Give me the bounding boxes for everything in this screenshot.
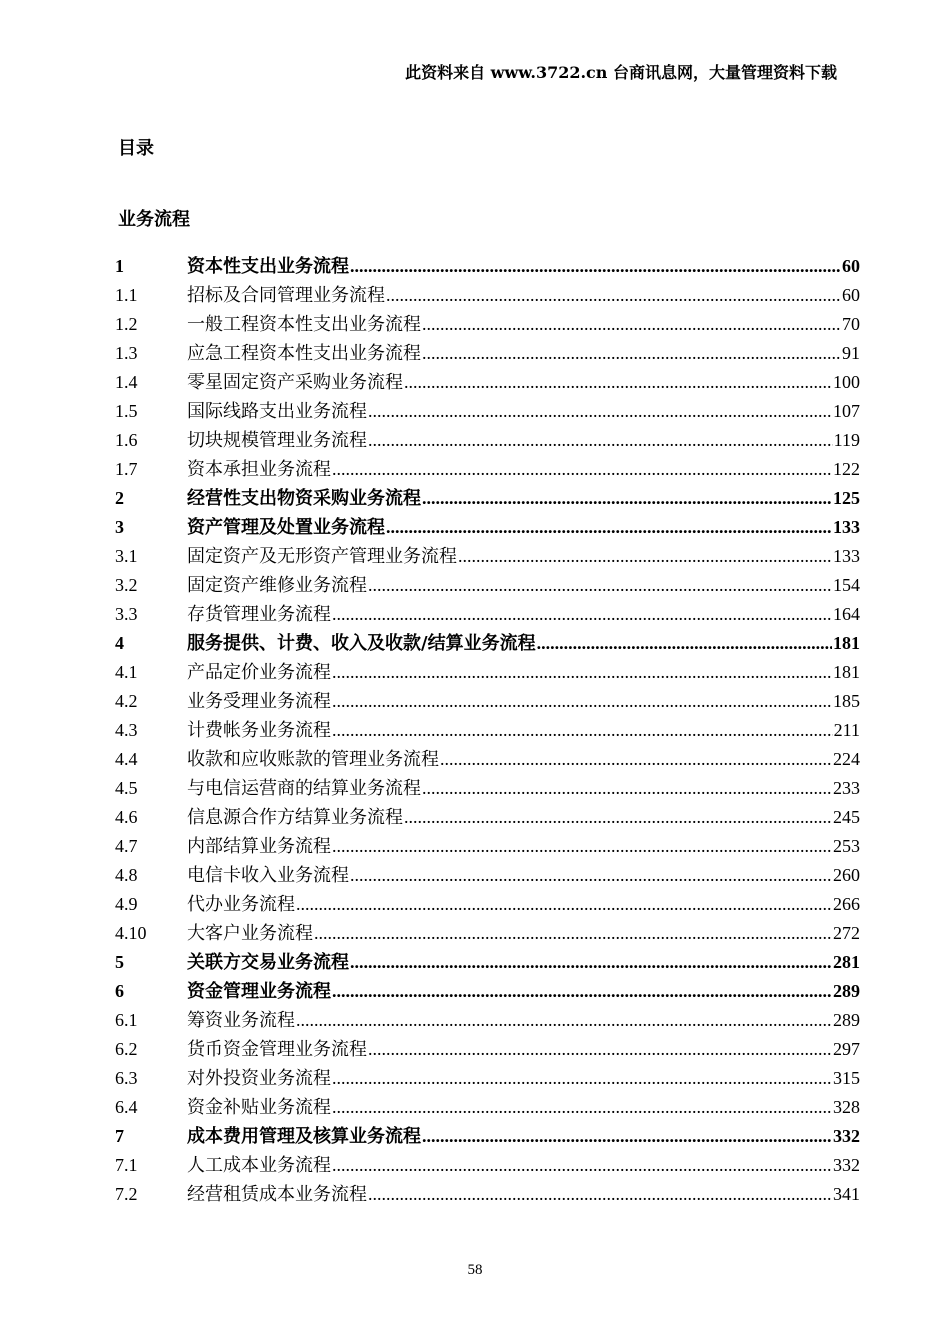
toc-entry-page: 289: [833, 1010, 860, 1030]
toc-entry-title: 一般工程资本性支出业务流程: [187, 314, 421, 335]
toc-dot-leader: [332, 687, 832, 716]
toc-dot-leader: [332, 832, 832, 861]
toc-entry-page: 245: [833, 807, 860, 827]
toc-entry-number: 3.1: [115, 546, 138, 566]
toc-entry-title: 资金补贴业务流程: [187, 1097, 331, 1118]
toc-entry[interactable]: [115, 1093, 860, 1122]
toc-heading: 目录: [118, 138, 154, 159]
toc-dot-leader: [422, 1122, 832, 1151]
toc-dot-leader: [350, 948, 832, 977]
toc-entry-number: 6.2: [115, 1039, 138, 1059]
toc-entry-number: 3.2: [115, 575, 138, 595]
toc-dot-leader: [332, 1093, 832, 1122]
toc-entry-page: 122: [833, 459, 860, 479]
toc-entry[interactable]: [115, 832, 860, 861]
toc-entry[interactable]: [115, 658, 860, 687]
toc-entry[interactable]: [115, 716, 860, 745]
toc-entry-title: 零星固定资产采购业务流程: [187, 372, 403, 393]
toc-entry-page: 181: [833, 662, 860, 682]
toc-entry-page: 211: [833, 720, 860, 740]
toc-entry-title: 资金管理业务流程: [187, 981, 331, 1002]
toc-entry[interactable]: [115, 948, 860, 977]
toc-dot-leader: [368, 426, 833, 455]
toc-dot-leader: [422, 774, 832, 803]
toc-entry-number: 1.2: [115, 314, 138, 334]
toc-entry-page: 107: [833, 401, 860, 421]
toc-entry[interactable]: [115, 368, 860, 397]
toc-entry-page: 154: [833, 575, 860, 595]
toc-entry-title: 筹资业务流程: [187, 1010, 295, 1031]
toc-entry[interactable]: [115, 1035, 860, 1064]
toc-entry-number: 4.10: [115, 923, 147, 943]
toc-entry[interactable]: [115, 281, 860, 310]
header-source-note: 此资料来自 www.3722.cn 台商讯息网，大量管理资料下载: [405, 63, 837, 82]
toc-dot-leader: [314, 919, 832, 948]
toc-entry-number: 4: [115, 633, 124, 653]
toc-entry-page: 272: [833, 923, 860, 943]
toc-dot-leader: [404, 368, 832, 397]
toc-entry[interactable]: [115, 890, 860, 919]
toc-entry-number: 4.5: [115, 778, 138, 798]
toc-entry-title: 收款和应收账款的管理业务流程: [187, 749, 439, 770]
toc-entry-title: 经营租赁成本业务流程: [187, 1184, 367, 1205]
toc-entry-title: 内部结算业务流程: [187, 836, 331, 857]
toc-entry-title: 资产管理及处置业务流程: [187, 517, 385, 538]
toc-entry[interactable]: [115, 803, 860, 832]
toc-entry-number: 1.3: [115, 343, 138, 363]
toc-entry-page: 119: [833, 430, 860, 450]
toc-entry-number: 4.2: [115, 691, 138, 711]
toc-entry-number: 4.6: [115, 807, 138, 827]
toc-entry-page: 133: [833, 546, 860, 566]
toc-entry-title: 代办业务流程: [187, 894, 295, 915]
toc-dot-leader: [422, 310, 841, 339]
toc-dot-leader: [332, 1151, 832, 1180]
toc-entry-page: 328: [833, 1097, 860, 1117]
toc-entry-title: 计费帐务业务流程: [187, 720, 331, 741]
toc-entry-number: 1.5: [115, 401, 138, 421]
toc-entry-page: 266: [833, 894, 860, 914]
toc-dot-leader: [422, 339, 841, 368]
toc-entry[interactable]: [115, 1122, 860, 1151]
toc-entry[interactable]: [115, 1180, 860, 1209]
toc-entry-title: 大客户业务流程: [187, 923, 313, 944]
page-number: 58: [467, 1262, 483, 1278]
toc-entry-number: 5: [115, 952, 124, 972]
toc-entry-page: 181: [833, 633, 860, 653]
toc-entry-title: 产品定价业务流程: [187, 662, 331, 683]
toc-dot-leader: [332, 977, 832, 1006]
toc-entry-number: 4.4: [115, 749, 138, 769]
toc-entry-title: 关联方交易业务流程: [187, 952, 349, 973]
toc-entry-page: 332: [833, 1126, 860, 1146]
toc-entry-title: 资本承担业务流程: [187, 459, 331, 480]
toc-entry-page: 185: [833, 691, 860, 711]
toc-entry-number: 1.4: [115, 372, 138, 392]
toc-dot-leader: [332, 1064, 832, 1093]
toc-dot-leader: [332, 455, 832, 484]
toc-entry-title: 信息源合作方结算业务流程: [187, 807, 403, 828]
toc-entry[interactable]: [115, 571, 860, 600]
toc-entry[interactable]: [115, 861, 860, 890]
toc-entry[interactable]: [115, 774, 860, 803]
toc-dot-leader: [404, 803, 832, 832]
toc-entry-title: 应急工程资本性支出业务流程: [187, 343, 421, 364]
toc-list: [115, 252, 860, 1209]
toc-entry[interactable]: [115, 455, 860, 484]
toc-entry-title: 与电信运营商的结算业务流程: [187, 778, 421, 799]
toc-entry[interactable]: [115, 1151, 860, 1180]
toc-entry-number: 2: [115, 488, 124, 508]
toc-entry-page: 233: [833, 778, 860, 798]
toc-entry-page: 281: [833, 952, 860, 972]
toc-entry-number: 6.1: [115, 1010, 138, 1030]
toc-dot-leader: [440, 745, 832, 774]
toc-entry-title: 成本费用管理及核算业务流程: [187, 1126, 421, 1147]
toc-entry[interactable]: [115, 252, 860, 281]
toc-entry-title: 招标及合同管理业务流程: [187, 285, 385, 306]
toc-dot-leader: [458, 542, 832, 571]
toc-entry-title: 存货管理业务流程: [187, 604, 331, 625]
toc-dot-leader: [350, 861, 832, 890]
toc-dot-leader: [368, 1035, 832, 1064]
toc-entry-title: 国际线路支出业务流程: [187, 401, 367, 422]
toc-entry[interactable]: [115, 977, 860, 1006]
toc-dot-leader: [296, 890, 832, 919]
toc-entry[interactable]: [115, 687, 860, 716]
toc-entry-number: 7: [115, 1126, 124, 1146]
toc-dot-leader: [386, 281, 841, 310]
toc-entry-page: 60: [842, 256, 860, 276]
toc-entry-page: 315: [833, 1068, 860, 1088]
toc-dot-leader: [332, 600, 832, 629]
toc-entry-page: 297: [833, 1039, 860, 1059]
toc-entry[interactable]: [115, 484, 860, 513]
toc-entry-number: 4.8: [115, 865, 138, 885]
toc-entry[interactable]: [115, 1006, 860, 1035]
toc-dot-leader: [422, 484, 832, 513]
toc-entry[interactable]: [115, 919, 860, 948]
toc-entry-number: 6.3: [115, 1068, 138, 1088]
toc-entry-title: 电信卡收入业务流程: [187, 865, 349, 886]
toc-dot-leader: [332, 658, 832, 687]
toc-entry[interactable]: [115, 600, 860, 629]
toc-entry-number: 3: [115, 517, 124, 537]
toc-dot-leader: [296, 1006, 832, 1035]
toc-entry-number: 7.2: [115, 1184, 138, 1204]
toc-dot-leader: [386, 513, 832, 542]
toc-entry-number: 7.1: [115, 1155, 138, 1175]
toc-entry-title: 人工成本业务流程: [187, 1155, 331, 1176]
toc-entry[interactable]: [115, 745, 860, 774]
toc-entry-number: 1.1: [115, 285, 138, 305]
toc-entry[interactable]: [115, 310, 860, 339]
toc-entry-number: 4.7: [115, 836, 138, 856]
toc-entry-number: 1.6: [115, 430, 138, 450]
toc-entry-title: 业务受理业务流程: [187, 691, 331, 712]
toc-entry[interactable]: [115, 339, 860, 368]
toc-entry-number: 1.7: [115, 459, 138, 479]
toc-entry-page: 133: [833, 517, 860, 537]
toc-entry-title: 固定资产维修业务流程: [187, 575, 367, 596]
toc-entry[interactable]: [115, 1064, 860, 1093]
toc-entry[interactable]: [115, 542, 860, 571]
toc-dot-leader: [368, 1180, 832, 1209]
toc-dot-leader: [368, 397, 832, 426]
toc-entry-title: 固定资产及无形资产管理业务流程: [187, 546, 457, 567]
toc-entry-page: 341: [833, 1184, 860, 1204]
toc-entry-page: 332: [833, 1155, 860, 1175]
toc-entry[interactable]: [115, 629, 860, 658]
toc-entry-page: 224: [833, 749, 860, 769]
toc-dot-leader: [368, 571, 832, 600]
section-heading: 业务流程: [118, 209, 190, 230]
toc-entry-number: 4.1: [115, 662, 138, 682]
toc-entry-title: 经营性支出物资采购业务流程: [187, 488, 421, 509]
toc-entry-page: 260: [833, 865, 860, 885]
toc-entry-page: 125: [833, 488, 860, 508]
toc-entry-number: 4.9: [115, 894, 138, 914]
toc-entry-number: 6: [115, 981, 124, 1001]
toc-entry-number: 3.3: [115, 604, 138, 624]
toc-entry-title: 货币资金管理业务流程: [187, 1039, 367, 1060]
toc-entry-page: 289: [833, 981, 860, 1001]
toc-entry[interactable]: [115, 397, 860, 426]
toc-entry-title: 服务提供、计费、收入及收款/结算业务流程: [187, 633, 536, 654]
toc-entry-page: 253: [833, 836, 860, 856]
toc-entry-page: 91: [842, 343, 860, 363]
toc-dot-leader: [350, 252, 841, 281]
toc-entry[interactable]: [115, 513, 860, 542]
toc-entry-title: 对外投资业务流程: [187, 1068, 331, 1089]
toc-entry-title: 切块规模管理业务流程: [187, 430, 367, 451]
toc-entry-number: 1: [115, 256, 124, 276]
toc-dot-leader: [332, 716, 833, 745]
toc-entry-page: 70: [842, 314, 860, 334]
toc-entry-page: 100: [833, 372, 860, 392]
toc-entry-page: 60: [842, 285, 860, 305]
toc-entry-number: 6.4: [115, 1097, 138, 1117]
toc-entry[interactable]: [115, 426, 860, 455]
toc-entry-number: 4.3: [115, 720, 138, 740]
toc-entry-page: 164: [833, 604, 860, 624]
toc-entry-title: 资本性支出业务流程: [187, 256, 349, 277]
toc-dot-leader: [537, 629, 832, 658]
